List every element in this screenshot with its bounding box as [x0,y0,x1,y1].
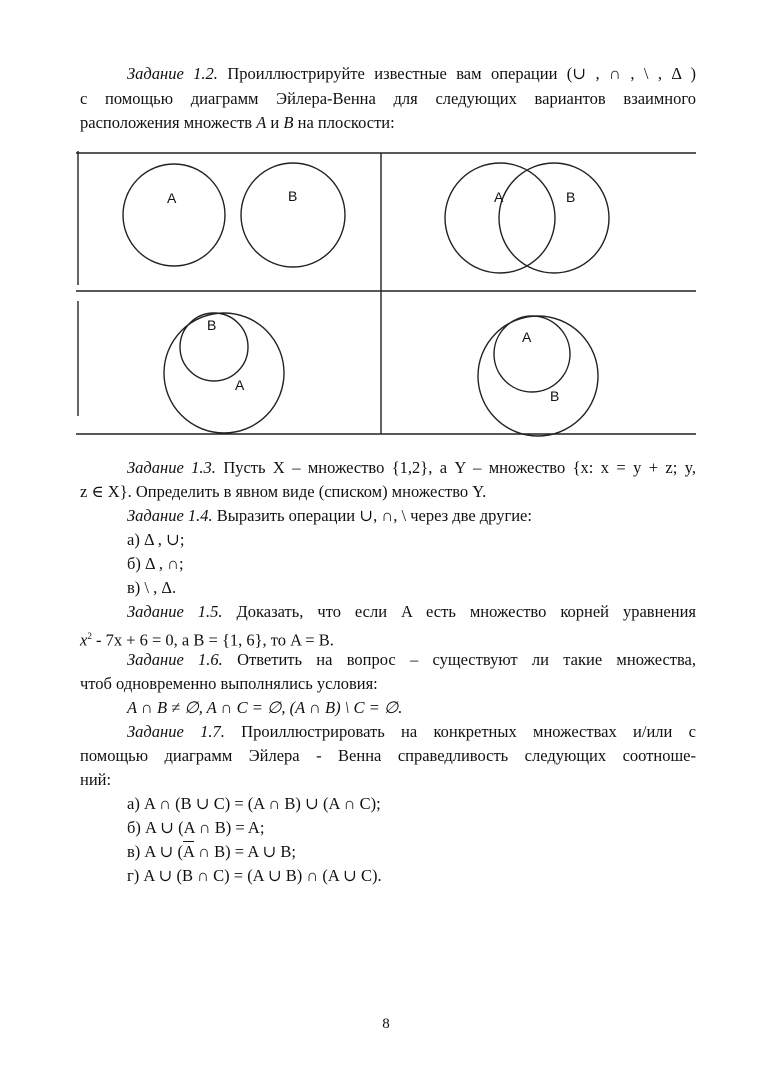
task-1-3-line1: Задание 1.3. Пусть X – множество {1,2}, а Y – множество {x: x = y + z; y, [127,458,697,477]
task-1-2-line2: с помощью диаграмм Эйлера-Венна для следующих вариантов взаимного [80,89,696,108]
circle-b-panel2 [499,163,609,273]
label-b-panel3: B [207,317,217,333]
task-1-7-item-a: а) A ∩ (B ∪ C) = (A ∩ B) ∪ (A ∩ C); [127,794,381,813]
label-b-panel4: B [550,388,560,404]
task-1-6-conditions: A ∩ B ≠ ∅, A ∩ C = ∅, (A ∩ B) \ C = ∅. [127,698,403,717]
circle-b-panel1 [241,163,345,267]
task-1-5-line1: Задание 1.5. Доказать, что если A есть множество корней уравнения [127,602,696,621]
task-1-5-line2: $x^2 - 7x + 6 = 0$, а B = {1, 6}, то A = B. [80,630,334,650]
task-1-4-item-a: а) Δ , ∪; [127,530,185,549]
task-1-2-line3: расположения множеств A и B на плоскости: [80,113,395,132]
venn-diagrams [76,151,696,437]
circle-a-panel4 [494,316,570,392]
task-1-7-item-c: в) A ∪ ($\overline{A}$ ∩ B) = A ∪ B; [127,842,296,861]
task-1-7-item-b: б) A ∪ (A ∩ B) = A; [127,818,265,837]
task-1-6-line1: Задание 1.6. Ответить на вопрос – существуют ли такие множества, [127,650,697,669]
label-a-panel3: A [235,377,245,393]
task-1-4-line1: Задание 1.4. Выразить операции ∪, ∩, \ через две другие: [127,506,532,525]
task-1-7-item-d: г) A ∪ (B ∩ C) = (A ∪ B) ∩ (A ∪ C). [127,866,382,885]
circle-b-panel4 [478,316,598,436]
circle-a-panel1 [123,164,225,266]
label-b-panel1: B [288,188,298,204]
circle-a-panel3 [164,313,284,433]
page-number: 8 [382,1016,390,1032]
task-1-4-item-b: б) Δ , ∩; [127,554,184,573]
task-1-2-line1 [127,64,696,84]
task-1-4-item-c: в) \ , Δ. [127,578,177,597]
task-text: Проиллюстрируйте известные вам операции (∪ , ∩ , \ , Δ ) [227,64,697,83]
task-1-7-line2: помощью диаграмм Эйлера - Венна справедливость следующих соотноше- [80,746,696,765]
label-a-panel4: A [522,329,532,345]
task-1-7-line1: Задание 1.7. Проиллюстрировать на конкретных множествах и/или с [127,722,696,741]
label-b-panel2: B [566,189,576,205]
task-1-3-line2: z ∈ X}. Определить в явном виде (списком) множество Y. [80,482,487,501]
label-a-panel1: A [167,190,177,206]
circle-a-panel2 [445,163,555,273]
task-1-6-line2: чтоб одновременно выполнялись условия: [80,674,378,693]
label-a-panel2: A [494,189,504,205]
task-1-7-line3: ний: [80,770,112,789]
task-label: Задание 1.2. [127,64,218,83]
